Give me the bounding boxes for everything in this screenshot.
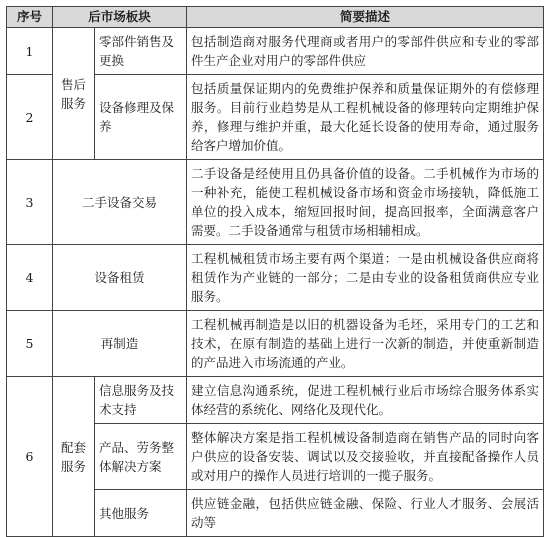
description-cell: 工程机械租赁市场主要有两个渠道：一是由机械设备供应商将租赁作为产业链的一部分；二是由专业的设备租赁商供应专业服务。 [187, 245, 544, 311]
row-number: 5 [7, 311, 53, 377]
aftermarket-table [6, 6, 544, 537]
description-cell: 整体解决方案是指工程机械设备制造商在销售产品的同时向客户供应的设备安装、调试以及交接验收，并直接配备操作人员或对用户的操作人员进行培训的一揽子服务。 [187, 424, 544, 490]
description-cell: 包括质量保证期内的免费维护保养和质量保证期外的有偿修理服务。目前行业趋势是从工程机械设备的修理转向定期维护保养，修理与维护并重，最大化延长设备的使用寿命，通过服务给客户增加价值。 [187, 75, 544, 160]
header-segment: 后市场板块 [53, 7, 187, 28]
category-cell: 再制造 [53, 311, 187, 377]
table-header-row [7, 7, 544, 28]
description-cell: 供应链金融，包括供应链金融、保险、行业人才服务、会展活动等 [187, 490, 544, 537]
table-container [6, 6, 544, 537]
row-number: 2 [7, 75, 53, 160]
table-row [7, 160, 544, 245]
table-row [7, 311, 544, 377]
description-cell: 建立信息沟通系统，促进工程机械行业后市场综合服务体系实体经营的系统化、网络化及现代化。 [187, 377, 544, 424]
subcategory-cell: 产品、劳务整体解决方案 [95, 424, 187, 490]
category-cell: 二手设备交易 [53, 160, 187, 245]
table-row [7, 28, 544, 75]
header-description: 简要描述 [187, 7, 544, 28]
header-index: 序号 [7, 7, 53, 28]
category-cell: 售后服务 [53, 28, 95, 160]
description-cell: 包括制造商对服务代理商或者用户的零部件供应和专业的零部件生产企业对用户的零部件供应 [187, 28, 544, 75]
subcategory-cell: 设备修理及保养 [95, 75, 187, 160]
description-cell: 二手设备是经使用且仍具备价值的设备。二手机械作为市场的一种补充，能使工程机械设备市场和资金市场接轨，降低施工单位的投入成本，缩短回报时间，提高回报率，全面满意客户需要。二手设备通常与租赁市场相辅相成。 [187, 160, 544, 245]
table-row [7, 245, 544, 311]
category-cell: 设备租赁 [53, 245, 187, 311]
subcategory-cell: 信息服务及技术支持 [95, 377, 187, 424]
table-row [7, 377, 544, 424]
subcategory-cell: 其他服务 [95, 490, 187, 537]
row-number: 6 [7, 377, 53, 537]
row-number: 1 [7, 28, 53, 75]
subcategory-cell: 零部件销售及更换 [95, 28, 187, 75]
description-cell: 工程机械再制造是以旧的机器设备为毛坯，采用专门的工艺和技术，在原有制造的基础上进行一次新的制造，并使重新制造的产品进入市场流通的产业。 [187, 311, 544, 377]
row-number: 3 [7, 160, 53, 245]
category-cell: 配套服务 [53, 377, 95, 537]
row-number: 4 [7, 245, 53, 311]
